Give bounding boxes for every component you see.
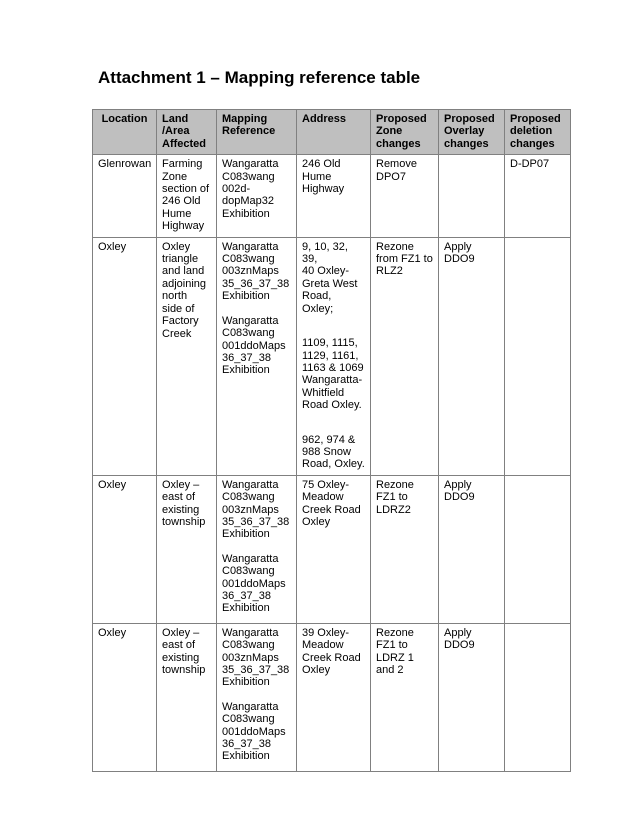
location-cell: Oxley [93,475,157,623]
overlay-changes-cell [439,155,505,237]
header-location: Location [93,110,157,155]
land-area-cell: Oxley – east of existing township [157,623,217,771]
header-mapping-reference: Mapping Reference [217,110,297,155]
table-row [93,237,571,475]
deletion-changes-cell [505,237,571,475]
header-address: Address [297,110,371,155]
deletion-changes-cell: D-DP07 [505,155,571,237]
table-row [93,623,571,771]
deletion-changes-cell [505,623,571,771]
header-proposed-overlay-changes: Proposed Overlay changes [439,110,505,155]
overlay-changes-cell: Apply DDO9 [439,623,505,771]
header-proposed-zone-changes: Proposed Zone changes [371,110,439,155]
mapping-reference-cell: Wangaratta C083wang 003znMaps 35_36_37_38 Exhibition Wangaratta C083wang 001ddoMaps 36_37_38 Exhibition [217,237,297,475]
location-cell: Glenrowan [93,155,157,237]
header-land-area-affected: Land /Area Affected [157,110,217,155]
zone-changes-cell: Rezone FZ1 to LDRZ 1 and 2 [371,623,439,771]
land-area-cell: Oxley triangle and land adjoining north side of Factory Creek [157,237,217,475]
land-area-cell: Farming Zone section of 246 Old Hume Highway [157,155,217,237]
header-proposed-deletion-changes: Proposed deletion changes [505,110,571,155]
table-row [93,155,571,237]
land-area-cell: Oxley – east of existing township [157,475,217,623]
address-cell: 9, 10, 32, 39, 40 Oxley- Greta West Road, Oxley; 1109, 1115, 1129, 1161, 1163 & 1069 Wangaratta- Whitfield Road Oxley. 962, 974 & 988 Snow Road, Oxley. [297,237,371,475]
overlay-changes-cell: Apply DDO9 [439,475,505,623]
zone-changes-cell: Remove DPO7 [371,155,439,237]
mapping-reference-table [92,109,571,772]
location-cell: Oxley [93,623,157,771]
address-cell: 246 Old Hume Highway [297,155,371,237]
address-cell: 39 Oxley- Meadow Creek Road Oxley [297,623,371,771]
table-row [93,475,571,623]
mapping-reference-cell: Wangaratta C083wang 003znMaps 35_36_37_38 Exhibition Wangaratta C083wang 001ddoMaps 36_37_38 Exhibition [217,475,297,623]
zone-changes-cell: Rezone FZ1 to LDRZ2 [371,475,439,623]
overlay-changes-cell: Apply DDO9 [439,237,505,475]
deletion-changes-cell [505,475,571,623]
address-cell: 75 Oxley- Meadow Creek Road Oxley [297,475,371,623]
mapping-reference-cell: Wangaratta C083wang 003znMaps 35_36_37_38 Exhibition Wangaratta C083wang 001ddoMaps 36_37_38 Exhibition [217,623,297,771]
zone-changes-cell: Rezone from FZ1 to RLZ2 [371,237,439,475]
mapping-reference-cell: Wangaratta C083wang 002d- dopMap32 Exhibition [217,155,297,237]
location-cell: Oxley [93,237,157,475]
table-header-row [93,110,571,155]
page-title: Attachment 1 – Mapping reference table [98,68,421,87]
